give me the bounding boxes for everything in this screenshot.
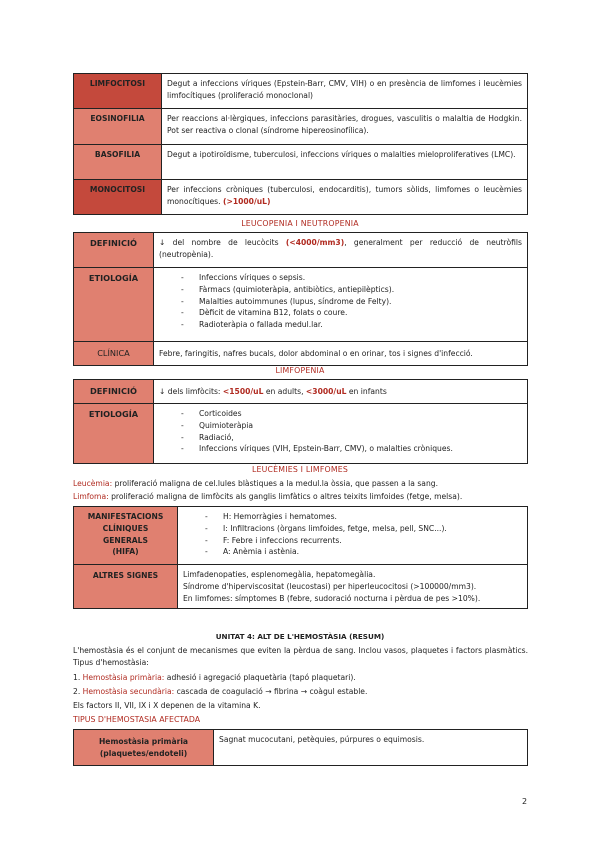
- list-item: - Quimioteràpia: [181, 420, 522, 432]
- hemostasia-primaria-line: [73, 672, 528, 684]
- manif-label-line: MANIFESTACIONS: [87, 511, 164, 521]
- limfoma-text: proliferació maligna de limfòcits als ganglis limfàtics o altres teixits limfoides (fetge, melsa).: [111, 492, 463, 501]
- section-heading-leucemies: LEUCÈMIES I LIMFOMES: [251, 465, 349, 474]
- def-value-adults: <1500/uL: [222, 386, 264, 396]
- list-item: - Corticoides: [181, 408, 522, 420]
- table-row: [74, 180, 528, 215]
- row-label: BASOFILIA: [74, 145, 162, 180]
- hifa-list: [183, 511, 522, 558]
- definicio-post: , generalment per reducció de neutròfils (neutropènia).: [159, 238, 522, 259]
- list-item: - Malalties autoimmunes (lupus, síndrome de Felty).: [181, 296, 522, 308]
- limfopenia-table: [73, 379, 528, 464]
- list-item: - Radiació,: [181, 432, 522, 444]
- definicio-label: DEFINICIÓ: [74, 233, 154, 268]
- hemostasia-primaria-term: Hemostàsia primària:: [82, 673, 165, 682]
- definicio-text: [154, 380, 528, 404]
- factors-line: Els factors II, VII, IX i X depenen de la vitamina K.: [73, 701, 261, 710]
- altres-signes-cell: [178, 565, 528, 609]
- etiologia-list-cell: [154, 404, 528, 464]
- page-number: 2: [522, 797, 528, 806]
- def-value-infants: <3000/uL: [305, 386, 347, 396]
- leucemia-definition: [73, 478, 528, 490]
- item-number: 2.: [73, 687, 81, 696]
- limfoma-term: Limfoma:: [73, 492, 109, 501]
- list-item: - Fàrmacs (quimioteràpia, antibiòtics, antiepilèptics).: [181, 284, 522, 296]
- leucemia-text: proliferació maligna de cel.lules blàstiques a la medul.la òssia, que passen a la sang.: [114, 479, 439, 488]
- unit-title: UNITAT 4: ALT DE L'HEMOSTÀSIA (RESUM): [215, 632, 385, 641]
- limfoma-definition: [73, 491, 528, 503]
- altres-signes-label: ALTRES SIGNES: [74, 565, 178, 609]
- hemostasia-secundaria-text: cascada de coagulació → fibrina → coàgul estable.: [176, 687, 368, 696]
- altres-line: Limfadenopaties, esplenomegàlia, hepatomegàlia.: [183, 570, 376, 579]
- table-row: [74, 404, 528, 464]
- list-item: - Infeccions víriques o sepsis.: [181, 272, 522, 284]
- row-text: [162, 180, 528, 215]
- label-line: (plaquetes/endoteli): [99, 748, 188, 758]
- hemostasia-table: [73, 729, 528, 766]
- section-heading-leucopenia: LEUCOPENIA I NEUTROPENIA: [241, 219, 359, 228]
- altres-line: En limfomes: símptomes B (febre, sudoració nocturna i pèrdua de pes >10%).: [183, 593, 481, 603]
- manifestacions-label: [74, 507, 178, 565]
- row-text: Degut a ipotiroïdisme, tuberculosi, infeccions víriques o malalties mieloproliferatives (LMC).: [162, 145, 528, 180]
- tipus-heading: TIPUS D'HEMOSTASIA AFECTADA: [73, 715, 201, 724]
- clinica-label: CLÍNICA: [74, 342, 154, 366]
- etiologia-label: ETIOLOGÍA: [74, 268, 154, 342]
- list-item: - Infeccions víriques (VIH, Epstein-Barr, CMV), o malalties cròniques.: [181, 443, 522, 455]
- definicio-pre: ↓ del nombre de leucòcits: [159, 238, 279, 247]
- table-row: [74, 730, 528, 766]
- leucopenia-table: [73, 232, 528, 366]
- leucemia-term: Leucèmia:: [73, 479, 113, 488]
- definicio-text: [154, 233, 528, 268]
- etiologia-list: [159, 408, 522, 455]
- definicio-value: (<4000/mm3): [285, 238, 345, 247]
- list-item: - F: Febre i infeccions recurrents.: [205, 535, 522, 547]
- row-label: EOSINOFILIA: [74, 109, 162, 145]
- manif-label-line: CLÍNIQUES GENERALS: [102, 523, 149, 545]
- list-item: - Radioteràpia o fallada medul.lar.: [181, 319, 522, 331]
- manif-label-line: (HIFA): [112, 547, 139, 557]
- list-item: - H: Hemorràgies i hematomes.: [205, 511, 522, 523]
- list-item: - A: Anèmia i astènia.: [205, 546, 522, 558]
- etiologia-label: ETIOLOGÍA: [74, 404, 154, 464]
- label-line: Hemostàsia primària: [98, 737, 189, 747]
- table-row: [74, 233, 528, 268]
- etiologia-list-cell: [154, 268, 528, 342]
- hemostasia-primaria-text: Sagnat mucocutani, petèquies, púrpures o equimosis.: [214, 730, 528, 766]
- section-heading-limfopenia: LIMFOPENIA: [275, 366, 325, 375]
- list-item: - Dèficit de vitamina B12, folats o coure.: [181, 307, 522, 319]
- def-post: en infants: [348, 386, 387, 396]
- hemostasia-primaria-text: adhesió i agregació plaquetària (tapó plaquetari).: [166, 673, 356, 682]
- monocitosi-value: (>1000/uL): [222, 196, 271, 206]
- item-number: 1.: [73, 673, 81, 682]
- row-label: MONOCITOSI: [74, 180, 162, 215]
- leukocytosis-table: [73, 73, 528, 215]
- table-row: [74, 268, 528, 342]
- row-label: LIMFOCITOSI: [74, 74, 162, 109]
- table-row: [74, 342, 528, 366]
- hemostasia-secundaria-line: [73, 686, 528, 698]
- table-row: [74, 74, 528, 109]
- manifestacions-list-cell: [178, 507, 528, 565]
- table-row: [74, 507, 528, 565]
- leucemies-table: [73, 506, 528, 609]
- altres-line: Síndrome d'hiperviscositat (leucostasi) per hiperleucocitosi (>100000/mm3).: [183, 581, 477, 591]
- hemostasia-primaria-label: [74, 730, 214, 766]
- monocitosi-text: Per infeccions cròniques (tuberculosi, endocarditis), tumors sòlids, limfomes o leucèmies monocítiques.: [167, 185, 522, 206]
- def-mid: en adults,: [265, 386, 304, 396]
- row-text: Per reaccions al·lèrgiques, infeccions parasitàries, drogues, vasculitis o malaltia de Hodgkin. Pot ser reactiva o clonal (síndrome hipereosinofílica).: [162, 109, 528, 145]
- row-text: Degut a infeccions víriques (Epstein-Barr, CMV, VIH) o en presència de limfomes i leucèmies limfocítiques (proliferació monoclonal): [162, 74, 528, 109]
- table-row: [74, 565, 528, 609]
- clinica-text: Febre, faringitis, nafres bucals, dolor abdominal o en orinar, tos i signes d'infecció.: [154, 342, 528, 366]
- def-pre: ↓ dels limfòcits:: [159, 386, 221, 396]
- hemostasia-intro: L'hemostàsia és el conjunt de mecanismes que eviten la pèrdua de sang. Inclou vasos, plaquetes i factors plasmàtics. Tipus d'hemostàsia:: [73, 646, 528, 667]
- definicio-label: DEFINICIÓ: [74, 380, 154, 404]
- hemostasia-secundaria-term: Hemostàsia secundària:: [82, 687, 175, 696]
- etiologia-list: [159, 272, 522, 331]
- list-item: - I: Infiltracions (òrgans limfoides, fetge, melsa, pell, SNC...).: [205, 523, 522, 535]
- table-row: [74, 145, 528, 180]
- table-row: [74, 109, 528, 145]
- table-row: [74, 380, 528, 404]
